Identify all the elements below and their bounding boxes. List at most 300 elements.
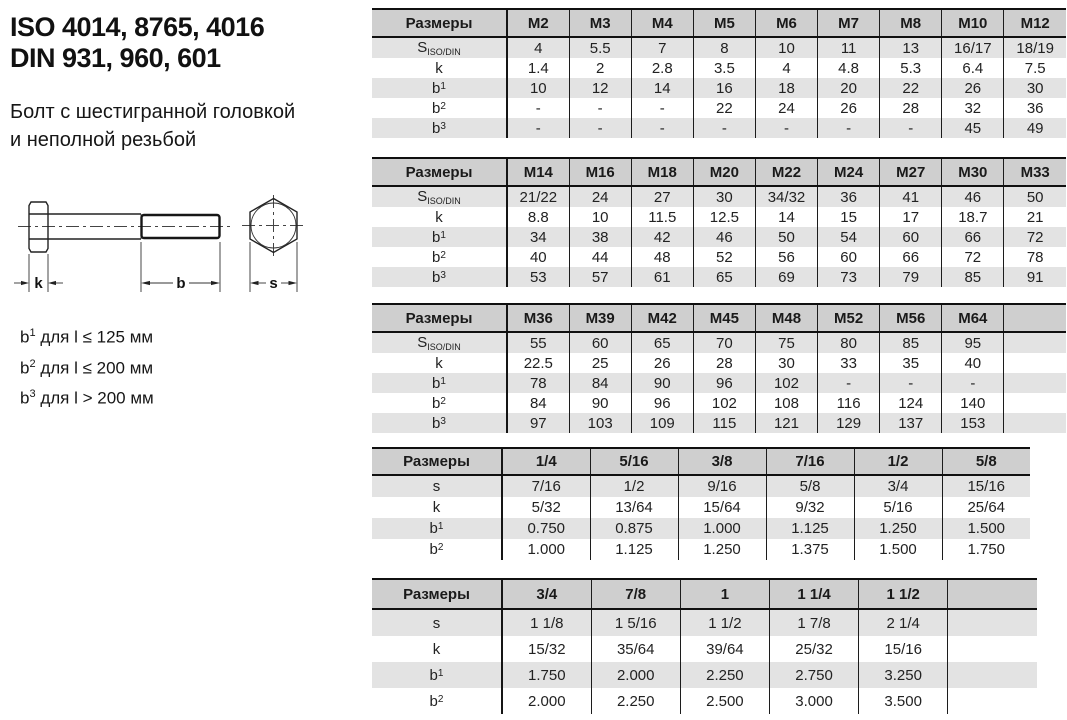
value-cell: 20 — [818, 78, 880, 98]
value-cell: 5.5 — [569, 37, 631, 58]
value-cell: 1 1/2 — [680, 609, 769, 636]
row-label: $b^1$ — [372, 518, 502, 539]
value-cell: 17 — [880, 207, 942, 227]
bolt-technical-drawing — [10, 190, 322, 312]
value-cell: 24 — [569, 186, 631, 207]
empty-cell — [1004, 413, 1066, 433]
value-cell: 4 — [755, 58, 817, 78]
value-cell: 57 — [569, 267, 631, 287]
value-cell: 129 — [818, 413, 880, 433]
value-cell: 12 — [569, 78, 631, 98]
value-cell: - — [818, 118, 880, 138]
value-cell: 2 — [569, 58, 631, 78]
value-cell: 2.250 — [591, 688, 680, 714]
column-header: M45 — [693, 304, 755, 332]
dimension-table-0 — [372, 8, 1066, 138]
value-cell: 69 — [755, 267, 817, 287]
value-cell: 30 — [755, 353, 817, 373]
value-cell: 103 — [569, 413, 631, 433]
value-cell: 91 — [1004, 267, 1066, 287]
value-cell: 28 — [693, 353, 755, 373]
value-cell: 28 — [880, 98, 942, 118]
column-header: 7/16 — [766, 448, 854, 475]
table-row — [372, 98, 1066, 118]
value-cell: 9/16 — [678, 475, 766, 497]
column-header: 1/4 — [502, 448, 590, 475]
note-line: $b^1$ для l ≤ 125 мм — [20, 327, 154, 347]
value-cell: 34/32 — [755, 186, 817, 207]
value-cell: 1.000 — [502, 539, 590, 560]
column-header: M7 — [818, 9, 880, 37]
value-cell: 61 — [631, 267, 693, 287]
row-label: $S_{ISO/DIN}$ — [372, 37, 507, 58]
value-cell: 16/17 — [942, 37, 1004, 58]
row-label: k — [432, 499, 441, 516]
value-cell: 18/19 — [1004, 37, 1066, 58]
value-cell: 35/64 — [591, 636, 680, 662]
value-cell: 3.000 — [769, 688, 858, 714]
table-header-row — [372, 9, 1066, 37]
value-cell: 8 — [693, 37, 755, 58]
value-cell: 79 — [880, 267, 942, 287]
empty-cell — [948, 662, 1037, 688]
table-row — [372, 267, 1066, 287]
value-cell: 109 — [631, 413, 693, 433]
value-cell: 41 — [880, 186, 942, 207]
table-row — [372, 636, 1037, 662]
dimension-table-1 — [372, 157, 1066, 287]
column-header: 1 1/4 — [769, 579, 858, 609]
value-cell: 1.500 — [942, 518, 1030, 539]
value-cell: 66 — [942, 227, 1004, 247]
table-row — [372, 227, 1066, 247]
value-cell: 75 — [755, 332, 817, 353]
column-header: M27 — [880, 158, 942, 186]
value-cell: 90 — [569, 393, 631, 413]
size-label-header: Размеры — [372, 448, 502, 475]
value-cell: - — [942, 373, 1004, 393]
empty-column-header — [948, 579, 1037, 609]
dimension-table-4 — [372, 578, 1037, 714]
empty-cell — [948, 688, 1037, 714]
row-label: k — [435, 354, 443, 372]
table-row — [372, 393, 1066, 413]
value-cell: 54 — [818, 227, 880, 247]
thread-length-notes — [20, 320, 154, 412]
value-cell: 5/32 — [502, 497, 590, 518]
table-row — [372, 247, 1066, 267]
empty-cell — [948, 636, 1037, 662]
subtitle-line-1: Болт с шестигранной головкой — [10, 101, 296, 123]
column-header: M52 — [818, 304, 880, 332]
value-cell: 24 — [755, 98, 817, 118]
value-cell: 10 — [755, 37, 817, 58]
value-cell: 1.125 — [590, 539, 678, 560]
value-cell: 96 — [693, 373, 755, 393]
value-cell: 52 — [693, 247, 755, 267]
note-line: $b^3$ для l > 200 мм — [20, 388, 154, 408]
column-header: 1 — [680, 579, 769, 609]
value-cell: 21/22 — [507, 186, 569, 207]
dimension-b — [141, 242, 220, 292]
value-cell: 4.8 — [818, 58, 880, 78]
value-cell: 1.125 — [766, 518, 854, 539]
table-row — [372, 518, 1030, 539]
value-cell: - — [818, 373, 880, 393]
value-cell: 14 — [755, 207, 817, 227]
value-cell: 73 — [818, 267, 880, 287]
dim-label-k: k — [34, 275, 43, 292]
value-cell: 5/8 — [766, 475, 854, 497]
column-header: 3/8 — [678, 448, 766, 475]
value-cell: - — [569, 118, 631, 138]
column-header: M48 — [755, 304, 817, 332]
row-label: s — [372, 609, 502, 636]
value-cell: 55 — [507, 332, 569, 353]
dim-label-s: s — [269, 275, 278, 292]
row-label: $b^1$ — [372, 227, 507, 247]
value-cell: 36 — [1004, 98, 1066, 118]
value-cell: 102 — [755, 373, 817, 393]
value-cell: 1.4 — [507, 58, 569, 78]
column-header: M56 — [880, 304, 942, 332]
column-header: M2 — [507, 9, 569, 37]
value-cell: 2.250 — [680, 662, 769, 688]
column-header: 7/8 — [591, 579, 680, 609]
value-cell: 38 — [569, 227, 631, 247]
value-cell: 137 — [880, 413, 942, 433]
bolt-side-view — [14, 202, 234, 292]
empty-cell — [1004, 332, 1066, 353]
value-cell: 1.750 — [942, 539, 1030, 560]
row-label: $b^1$ — [372, 662, 502, 688]
value-cell: 18.7 — [942, 207, 1004, 227]
row-label: k — [432, 640, 441, 658]
row-label: k — [435, 59, 443, 77]
value-cell: 2.000 — [502, 688, 591, 714]
dimension-table-3 — [372, 447, 1030, 560]
empty-cell — [1004, 393, 1066, 413]
value-cell: 11 — [818, 37, 880, 58]
value-cell: 4 — [507, 37, 569, 58]
column-header: 1 1/2 — [859, 579, 948, 609]
value-cell: 26 — [631, 353, 693, 373]
row-label: s — [372, 475, 502, 497]
table-header-row — [372, 579, 1037, 609]
value-cell: - — [569, 98, 631, 118]
table-row — [372, 373, 1066, 393]
value-cell: 3.250 — [859, 662, 948, 688]
table-header-row — [372, 448, 1030, 475]
value-cell: 16 — [693, 78, 755, 98]
value-cell: 116 — [818, 393, 880, 413]
column-header: M16 — [569, 158, 631, 186]
table-row — [372, 207, 1066, 227]
row-label: $b^1$ — [372, 373, 507, 393]
value-cell: 36 — [818, 186, 880, 207]
value-cell: 2.8 — [631, 58, 693, 78]
value-cell: 30 — [693, 186, 755, 207]
table-row — [372, 353, 1066, 373]
value-cell: 25/64 — [942, 497, 1030, 518]
value-cell: 124 — [880, 393, 942, 413]
row-label: $b^2$ — [432, 248, 446, 266]
value-cell: 65 — [631, 332, 693, 353]
value-cell: - — [693, 118, 755, 138]
value-cell: 46 — [942, 186, 1004, 207]
table-row — [372, 186, 1066, 207]
value-cell: 7 — [631, 37, 693, 58]
column-header: M33 — [1004, 158, 1066, 186]
size-label-header: Размеры — [372, 579, 502, 609]
value-cell: 153 — [942, 413, 1004, 433]
row-label: $b^2$ — [429, 541, 444, 558]
note-line: $b^2$ для l ≤ 200 мм — [20, 357, 154, 378]
table-row — [372, 118, 1066, 138]
column-header: M36 — [507, 304, 569, 332]
value-cell: 49 — [1004, 118, 1066, 138]
value-cell: - — [880, 373, 942, 393]
value-cell: 5/16 — [854, 497, 942, 518]
column-header: M39 — [569, 304, 631, 332]
value-cell: 1.250 — [678, 539, 766, 560]
value-cell: 7/16 — [502, 475, 590, 497]
value-cell: - — [507, 118, 569, 138]
value-cell: 50 — [755, 227, 817, 247]
title-iso: ISO 4014, 8765, 4016 — [10, 12, 265, 42]
value-cell: 18 — [755, 78, 817, 98]
dim-label-b: b — [176, 275, 186, 292]
value-cell: 27 — [631, 186, 693, 207]
value-cell: - — [631, 118, 693, 138]
value-cell: 15/64 — [678, 497, 766, 518]
value-cell: 72 — [942, 247, 1004, 267]
value-cell: 140 — [942, 393, 1004, 413]
column-header: M10 — [942, 9, 1004, 37]
value-cell: 60 — [818, 247, 880, 267]
value-cell: 90 — [631, 373, 693, 393]
value-cell: 3.500 — [859, 688, 948, 714]
column-header: M22 — [755, 158, 817, 186]
value-cell: 33 — [818, 353, 880, 373]
column-header: 5/8 — [942, 448, 1030, 475]
value-cell: 53 — [507, 267, 569, 287]
value-cell: 60 — [880, 227, 942, 247]
value-cell: 78 — [507, 373, 569, 393]
column-header: M5 — [693, 9, 755, 37]
size-label-header: Размеры — [372, 158, 507, 186]
value-cell: 22.5 — [507, 353, 569, 373]
table-row — [372, 662, 1037, 688]
value-cell: 35 — [880, 353, 942, 373]
subtitle-line-2: и неполной резьбой — [10, 129, 197, 151]
value-cell: 2.500 — [680, 688, 769, 714]
value-cell: 15 — [818, 207, 880, 227]
value-cell: 15/32 — [502, 636, 591, 662]
value-cell: - — [755, 118, 817, 138]
row-label: $b^3$ — [372, 118, 507, 138]
table-row — [372, 688, 1037, 714]
value-cell: 12.5 — [693, 207, 755, 227]
row-label: $b^1$ — [372, 78, 507, 98]
value-cell: 0.875 — [590, 518, 678, 539]
value-cell: - — [507, 98, 569, 118]
value-cell: 2.750 — [769, 662, 858, 688]
value-cell: 72 — [1004, 227, 1066, 247]
value-cell: 108 — [755, 393, 817, 413]
row-label: $b^2$ — [432, 394, 446, 412]
value-cell: 66 — [880, 247, 942, 267]
value-cell: 9/32 — [766, 497, 854, 518]
value-cell: 96 — [631, 393, 693, 413]
column-header: M20 — [693, 158, 755, 186]
size-label-header: Размеры — [372, 9, 507, 37]
row-label: $b^3$ — [372, 267, 507, 287]
value-cell: 5.3 — [880, 58, 942, 78]
value-cell: 2.000 — [591, 662, 680, 688]
value-cell: 1 7/8 — [769, 609, 858, 636]
value-cell: 8.8 — [507, 207, 569, 227]
column-header: M12 — [1004, 9, 1066, 37]
column-header: M30 — [942, 158, 1004, 186]
table-header-row — [372, 304, 1066, 332]
table-row — [372, 37, 1066, 58]
value-cell: 22 — [880, 78, 942, 98]
value-cell: 1.375 — [766, 539, 854, 560]
row-label: $b^2$ — [432, 99, 446, 117]
value-cell: 60 — [569, 332, 631, 353]
table-row — [372, 78, 1066, 98]
value-cell: 102 — [693, 393, 755, 413]
value-cell: 115 — [693, 413, 755, 433]
table-row — [372, 58, 1066, 78]
value-cell: 22 — [693, 98, 755, 118]
value-cell: 6.4 — [942, 58, 1004, 78]
column-header: M14 — [507, 158, 569, 186]
value-cell: 80 — [818, 332, 880, 353]
value-cell: 1 1/8 — [502, 609, 591, 636]
column-header: 5/16 — [590, 448, 678, 475]
value-cell: 15/16 — [859, 636, 948, 662]
value-cell: 48 — [631, 247, 693, 267]
value-cell: 50 — [1004, 186, 1066, 207]
value-cell: 13/64 — [590, 497, 678, 518]
value-cell: 25 — [569, 353, 631, 373]
column-header: M42 — [631, 304, 693, 332]
value-cell: 3/4 — [854, 475, 942, 497]
page-title — [10, 12, 372, 74]
value-cell: 0.750 — [502, 518, 590, 539]
value-cell: 2 1/4 — [859, 609, 948, 636]
value-cell: 40 — [942, 353, 1004, 373]
value-cell: 3.5 — [693, 58, 755, 78]
value-cell: 40 — [507, 247, 569, 267]
value-cell: 1.250 — [854, 518, 942, 539]
value-cell: 7.5 — [1004, 58, 1066, 78]
value-cell: 1.750 — [502, 662, 591, 688]
dimension-k — [14, 254, 63, 292]
empty-cell — [948, 609, 1037, 636]
value-cell: 39/64 — [680, 636, 769, 662]
column-header: 3/4 — [502, 579, 591, 609]
empty-column-header — [1004, 304, 1066, 332]
left-panel — [10, 0, 372, 720]
value-cell: 1 5/16 — [591, 609, 680, 636]
value-cell: 26 — [818, 98, 880, 118]
table-row — [372, 475, 1030, 497]
column-header: M6 — [755, 9, 817, 37]
value-cell: 32 — [942, 98, 1004, 118]
column-header: M3 — [569, 9, 631, 37]
value-cell: 14 — [631, 78, 693, 98]
table-header-row — [372, 158, 1066, 186]
value-cell: 26 — [942, 78, 1004, 98]
value-cell: 30 — [1004, 78, 1066, 98]
dimension-table-2 — [372, 303, 1066, 433]
value-cell: 84 — [507, 393, 569, 413]
value-cell: 45 — [942, 118, 1004, 138]
row-label: $S_{ISO/DIN}$ — [372, 186, 507, 207]
column-header: 1/2 — [854, 448, 942, 475]
value-cell: 121 — [755, 413, 817, 433]
value-cell: 15/16 — [942, 475, 1030, 497]
value-cell: 44 — [569, 247, 631, 267]
value-cell: 97 — [507, 413, 569, 433]
empty-cell — [1004, 373, 1066, 393]
table-row — [372, 539, 1030, 560]
value-cell: 10 — [507, 78, 569, 98]
value-cell: 13 — [880, 37, 942, 58]
column-header: M24 — [818, 158, 880, 186]
value-cell: 10 — [569, 207, 631, 227]
column-header: M18 — [631, 158, 693, 186]
bolt-end-view — [242, 195, 305, 292]
value-cell: 84 — [569, 373, 631, 393]
value-cell: 11.5 — [631, 207, 693, 227]
value-cell: 46 — [693, 227, 755, 247]
value-cell: 85 — [880, 332, 942, 353]
row-label: $b^2$ — [429, 692, 444, 710]
value-cell: 1/2 — [590, 475, 678, 497]
empty-cell — [1004, 353, 1066, 373]
value-cell: 21 — [1004, 207, 1066, 227]
value-cell: 56 — [755, 247, 817, 267]
column-header: M4 — [631, 9, 693, 37]
value-cell: 1.000 — [678, 518, 766, 539]
value-cell: 70 — [693, 332, 755, 353]
value-cell: - — [631, 98, 693, 118]
value-cell: 85 — [942, 267, 1004, 287]
value-cell: 34 — [507, 227, 569, 247]
value-cell: 65 — [693, 267, 755, 287]
value-cell: 95 — [942, 332, 1004, 353]
value-cell: 78 — [1004, 247, 1066, 267]
value-cell: 42 — [631, 227, 693, 247]
page-subtitle — [10, 98, 372, 154]
column-header: M8 — [880, 9, 942, 37]
title-din: DIN 931, 960, 601 — [10, 43, 221, 73]
dimension-tables — [372, 0, 1067, 720]
table-row — [372, 413, 1066, 433]
table-row — [372, 497, 1030, 518]
value-cell: 1.500 — [854, 539, 942, 560]
size-label-header: Размеры — [372, 304, 507, 332]
table-row — [372, 332, 1066, 353]
row-label: $b^3$ — [372, 413, 507, 433]
row-label: k — [435, 208, 443, 226]
row-label: $S_{ISO/DIN}$ — [372, 332, 507, 353]
value-cell: - — [880, 118, 942, 138]
